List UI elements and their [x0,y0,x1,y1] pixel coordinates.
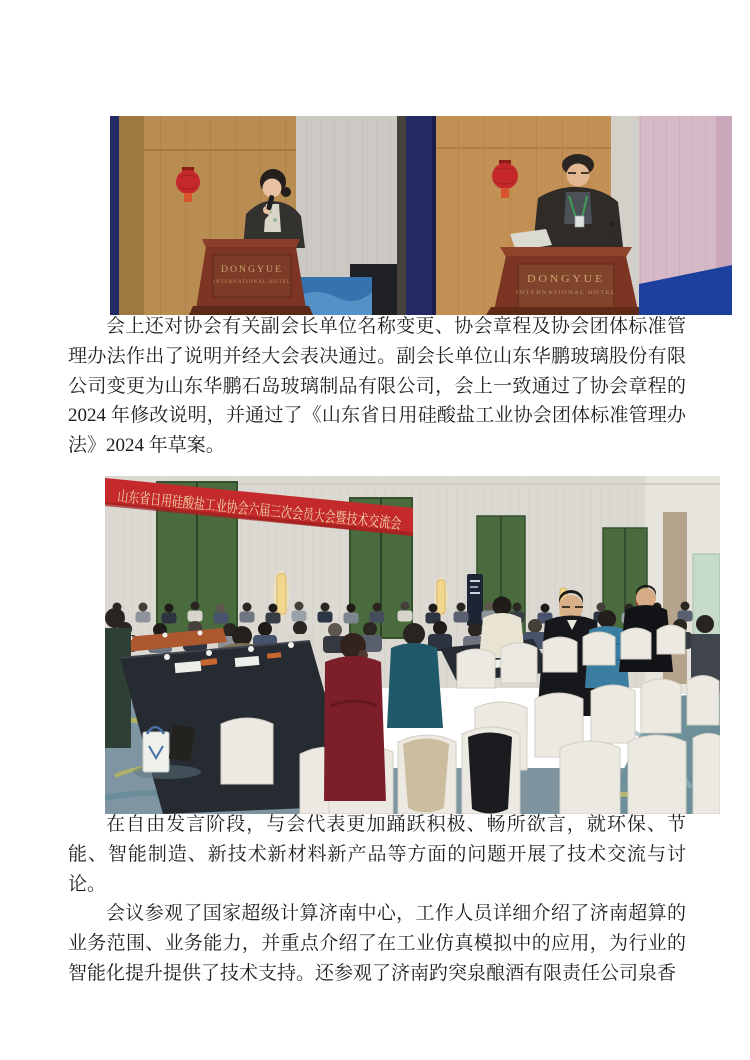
chair-with-black-jacket [462,727,520,814]
paragraph-3: 会议参观了国家超级计算济南中心，工作人员详细介绍了济南超算的业务范围、业务能力，并重点介绍了在工业仿真模拟中的应用，为行业的智能化提升提供了技术支持。还参观了济南趵突泉酿酒有限责任公司泉香 [68,903,686,984]
speaker-photo-left [110,116,406,315]
speaker-photo-right [406,116,732,315]
chair-with-tan-coat [398,735,456,814]
podium-left [189,239,313,315]
bag-dark [169,725,196,762]
standee-banner [467,574,483,626]
podium-name-text: DONGYUE [221,265,283,275]
podium-subtitle-text: INTERNATIONAL HOTEL [516,290,616,296]
conference-photo-figure [105,476,720,814]
paragraph-1: 会上还对协会有关副会长单位名称变更、协会章程及协会团体标准管理办法作出了说明并经大会表决通过。副会长单位山东华鹏玻璃股份有限公司变更为山东华鹏石岛玻璃制品有限公司，会上一致通过了协会章程的2024 年修改说明，并通过了《山东省日用硅酸盐工业协会团体标准管理办法》2024 年草案。 [68,316,686,457]
paragraph-2: 在自由发言阶段，与会代表更加踊跃积极、畅所欲言，就环保、节能、智能制造、新技术新材料新产品等方面的问题开展了技术交流与讨论。 [68,814,686,895]
chair-row-nearest [560,733,720,814]
podium-name-text: DONGYUE [527,273,605,285]
podium-right [486,247,646,315]
navy-curtain [110,116,119,315]
podium-subtitle-text: INTERNATIONAL HOTEL [213,280,291,285]
text-block-2 [68,810,686,989]
text-block-1 [68,312,686,461]
speaker-photos-figure [110,116,732,315]
banner-text: 山东省日用硅酸盐工业协会六届三次会员大会暨技术交流会 [116,489,507,544]
navy-curtain [406,116,436,315]
conference-photo [105,476,720,814]
